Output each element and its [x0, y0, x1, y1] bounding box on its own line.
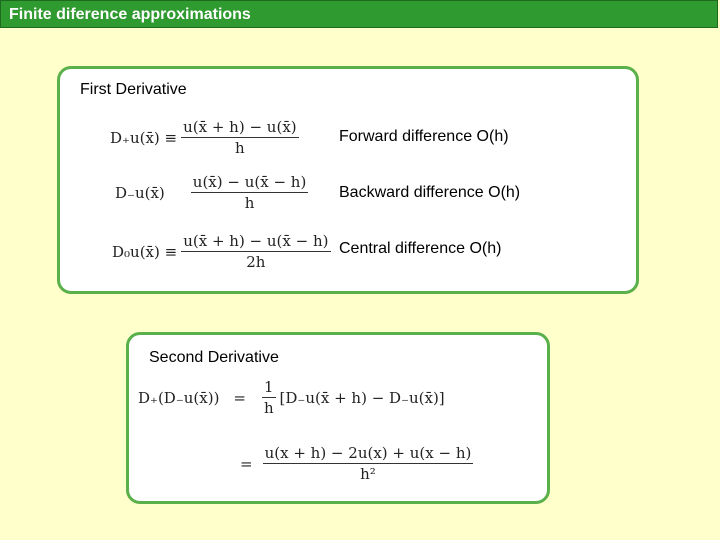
central-second-denominator: h²	[360, 465, 376, 483]
central-denominator: 2h	[246, 253, 266, 271]
backward-difference-formula	[115, 173, 312, 212]
second-derivative-line2	[240, 444, 477, 483]
second-one-over-h	[262, 378, 276, 417]
central-difference-formula	[112, 232, 335, 271]
second-eq2: =	[240, 454, 253, 473]
forward-denominator: h	[235, 139, 245, 157]
backward-difference-label: Backward difference O(h)	[339, 184, 521, 201]
second-eq1: =	[233, 388, 246, 407]
second-lhs: D₊(D₋u(x̄))	[138, 388, 220, 407]
central-difference-label: Central difference O(h)	[339, 240, 502, 257]
central-lhs: D₀u(x̄) ≡	[112, 242, 178, 261]
central-second-numerator: u(x + h) − 2u(x) + u(x − h)	[264, 444, 472, 462]
second-bracket: [D₋u(x̄ + h) − D₋u(x̄)]	[279, 388, 445, 407]
second-one-over-h-num: 1	[264, 378, 274, 396]
second-derivative-line1	[138, 378, 445, 417]
second-derivative-heading: Second Derivative	[149, 349, 279, 366]
slide-title: Finite diference approximations	[0, 0, 718, 28]
central-second-fraction	[263, 444, 474, 483]
backward-denominator: h	[244, 194, 255, 212]
backward-fraction	[191, 173, 309, 212]
central-numerator: u(x̄ + h) − u(x̄ − h)	[183, 232, 329, 250]
forward-difference-formula	[110, 118, 303, 157]
backward-numerator: u(x̄) − u(x̄ − h)	[192, 173, 307, 191]
second-one-over-h-den: h	[263, 399, 274, 417]
forward-lhs: D₊u(x̄) ≡	[110, 128, 178, 147]
first-derivative-heading: First Derivative	[80, 81, 187, 98]
forward-difference-label: Forward difference O(h)	[339, 128, 509, 145]
forward-numerator: u(x̄ + h) − u(x̄)	[183, 118, 297, 136]
forward-fraction	[181, 118, 299, 157]
central-fraction	[181, 232, 330, 271]
backward-lhs: D₋u(x̄)	[115, 183, 165, 202]
